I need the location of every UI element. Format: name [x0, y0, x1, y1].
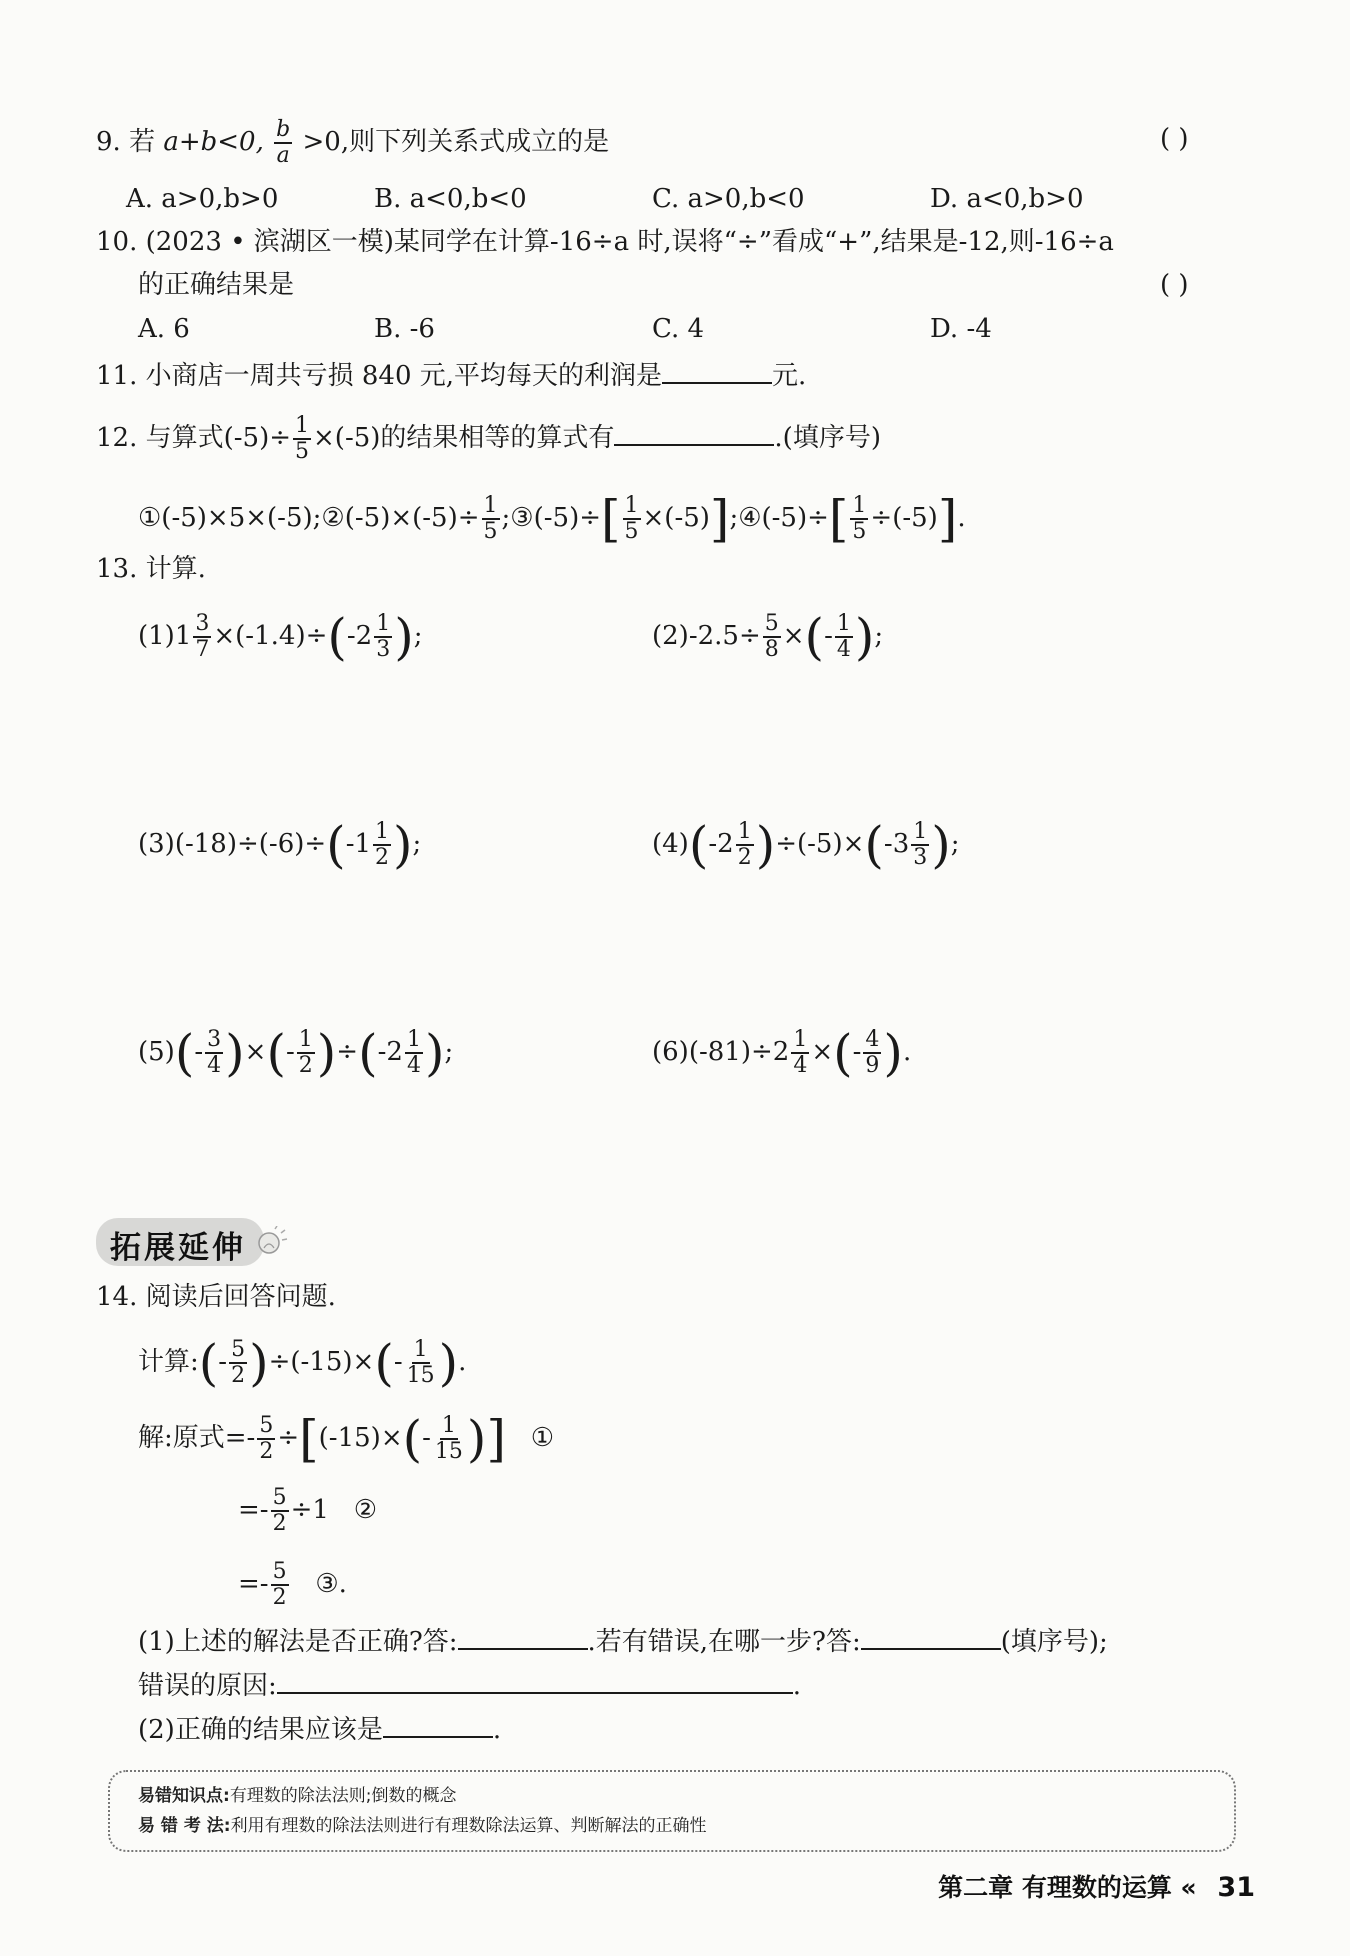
q14-step-blank[interactable] [861, 1622, 1001, 1650]
q14-correctness-blank[interactable] [458, 1622, 588, 1650]
question-12: 12. 与算式(-5)÷ $\frac{1}{5}$ ×(-5)的结果相等的算式有 .(填序号) [96, 413, 881, 464]
q14-sub2: (2)正确的结果应该是 . [138, 1710, 501, 1747]
question-9 [96, 118, 609, 168]
q14-solution-line3: =- $\frac{5}{2}$ ③. [238, 1559, 347, 1610]
note-line-1: 易错知识点:有理数的除法法则;倒数的概念 [138, 1786, 457, 1806]
q13-part-6: (6)(-81)÷2 $\frac{1}{4}$ ×(- $\frac{4}{9}$ ). [652, 1024, 912, 1082]
q14-sub1-reason: 错误的原因: . [138, 1666, 801, 1703]
q10-option-b: B. -6 [374, 314, 435, 344]
q10-option-c: C. 4 [652, 314, 705, 344]
extension-banner-title: 拓展延伸 [110, 1230, 246, 1266]
q9-option-c: C. a>0,b<0 [652, 184, 805, 214]
lightbulb-icon [254, 1226, 288, 1260]
q9-condition: a+b<0, [163, 127, 264, 157]
q13-part-2: (2)-2.5÷ $\frac{5}{8}$ ×(- $\frac{1}{4}$ ); [652, 608, 884, 666]
q10-option-a: A. 6 [138, 314, 190, 344]
q10-answer-paren[interactable]: ( ) [1160, 270, 1189, 300]
q9-answer-paren[interactable]: ( ) [1160, 124, 1189, 154]
q14-solution-line1: 解:原式=- $\frac{5}{2}$ ÷[(-15)×(- $\frac{1}{15}$ )] ① [138, 1410, 555, 1468]
question-11: 11. 小商店一周共亏损 840 元,平均每天的利润是 元. [96, 356, 806, 393]
q13-part-3: (3)(-18)÷(-6)÷(-1 $\frac{1}{2}$ ); [138, 816, 422, 874]
q13-part-5: (5)(- $\frac{3}{4}$ )×(- $\frac{1}{2}$ )÷(-2 $\frac{1}{4}$ ); [138, 1024, 454, 1082]
q10-line2: 的正确结果是 [138, 270, 295, 300]
q9-stem-tail: >0,则下列关系式成立的是 [302, 127, 610, 157]
note-line-2: 易 错 考 法:利用有理数的除法法则进行有理数除法运算、判断解法的正确性 [138, 1816, 707, 1836]
page-number: 31 [1217, 1872, 1255, 1903]
question-10: 10. (2023 • 滨湖区一模)某同学在计算-16÷a 时,误将“÷”看成“+”,结果是-12,则-16÷a [96, 227, 1114, 257]
step-marker-3: ③. [315, 1569, 347, 1599]
q13-part-1: (1)1 $\frac{3}{7}$ ×(-1.4)÷(-2 $\frac{1}{3}$ ); [138, 608, 423, 666]
q9-option-a: A. a>0,b>0 [126, 184, 279, 214]
page-footer [938, 1868, 1255, 1904]
q13-part-4: (4)(-2 $\frac{1}{2}$ )÷(-5)×(-3 $\frac{1}{3}$ ); [652, 816, 960, 874]
q14-calc: 计算:(- $\frac{5}{2}$ )÷(-15)×(- $\frac{1}{15}$ ). [138, 1334, 467, 1392]
q9-stem: 9. 若 [96, 127, 156, 157]
q9-fraction: $\frac{b}{a}$ [276, 117, 291, 168]
question-14-title: 14. 阅读后回答问题. [96, 1282, 336, 1312]
q14-sub1: (1)上述的解法是否正确?答: .若有错误,在哪一步?答: (填序号); [138, 1622, 1108, 1659]
chapter-title: 第二章 有理数的运算 [938, 1873, 1172, 1902]
step-marker-2: ② [353, 1495, 378, 1525]
q14-solution-line2: =- $\frac{5}{2}$ ÷1 ② [238, 1485, 378, 1536]
question-13-title: 13. 计算. [96, 554, 206, 584]
q11-answer-blank[interactable] [662, 356, 772, 384]
q14-result-blank[interactable] [383, 1710, 493, 1738]
extension-section-banner [96, 1218, 286, 1266]
q10-option-d: D. -4 [930, 314, 992, 344]
q9-option-d: D. a<0,b>0 [930, 184, 1084, 214]
q12-answer-blank[interactable] [614, 418, 774, 446]
q14-reason-blank[interactable] [277, 1666, 793, 1694]
q12-choices: ①(-5)×5×(-5);②(-5)×(-5)÷ $\frac{1}{5}$ ;③(-5)÷[ $\frac{1}{5}$ ×(-5)];④(-5)÷[ $\frac{1}{5}$ ÷(-5)]. [138, 490, 966, 548]
q9-option-b: B. a<0,b<0 [374, 184, 527, 214]
step-marker-1: ① [530, 1423, 555, 1453]
chevron-left-icon: « [1180, 1873, 1197, 1902]
error-prone-note-box [108, 1770, 1236, 1852]
